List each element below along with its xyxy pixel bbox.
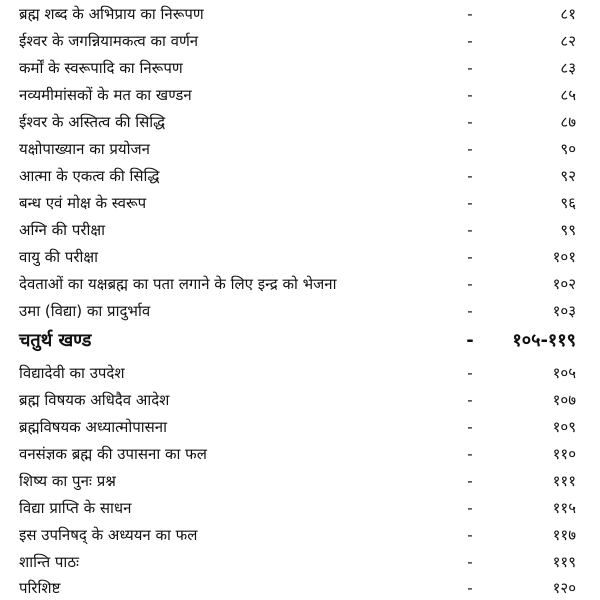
toc-row (0, 576, 600, 600)
toc-entry-page: ११५ (552, 499, 576, 517)
toc-entry-dash: - (467, 445, 473, 463)
toc-entry-page: ९० (560, 140, 576, 158)
toc-row (0, 56, 600, 80)
toc-row (0, 442, 600, 466)
toc-row (0, 299, 600, 323)
toc-entry-dash: - (467, 499, 473, 517)
toc-entry-dash: - (467, 248, 473, 266)
toc-entry-title: कर्मों के स्वरूपादि का निरूपण (19, 59, 183, 77)
toc-entry-title: ब्रह्म विषयक अधिदैव आदेश (19, 391, 170, 409)
toc-row (0, 110, 600, 134)
toc-entry-title: यक्षोपाख्यान का प्रयोजन (19, 140, 150, 158)
toc-entry-dash: - (467, 391, 473, 409)
toc-entry-dash: - (467, 275, 473, 293)
toc-row (0, 388, 600, 412)
toc-entry-title: विद्या प्राप्ति के साधन (19, 499, 132, 517)
toc-entry-page: ८२ (560, 32, 576, 50)
toc-entry-page: ९६ (560, 194, 576, 212)
toc-row (0, 83, 600, 107)
toc-entry-title: उमा (विद्या) का प्रादुर्भाव (19, 302, 151, 320)
toc-entry-title: ब्रह्मविषयक अध्यात्मोपासना (19, 418, 167, 436)
toc-entry-title: वनसंज्ञक ब्रह्म की उपासना का फल (19, 445, 207, 463)
toc-entry-dash: - (467, 418, 473, 436)
toc-entry-page: १०९ (552, 418, 576, 436)
toc-entry-title: बन्ध एवं मोक्ष के स्वरूप (19, 194, 147, 212)
toc-entry-page: १०३ (552, 302, 576, 320)
toc-row (0, 415, 600, 439)
toc-entry-dash: - (467, 302, 473, 320)
toc-entry-page: ११० (552, 445, 576, 463)
toc-entry-title: विद्यादेवी का उपदेश (19, 364, 125, 382)
toc-entry-page: १०१ (552, 248, 576, 266)
section-page-range: १०५-११९ (512, 330, 576, 351)
toc-entry-dash: - (467, 113, 473, 131)
toc-entry-page: ९२ (560, 167, 576, 185)
toc-entry-title: शान्ति पाठः (19, 553, 80, 571)
toc-entry-title: ब्रह्म शब्द के अभिप्राय का निरूपण (19, 5, 204, 23)
toc-entry-dash: - (467, 140, 473, 158)
toc-row (0, 361, 600, 385)
toc-entry-dash: - (467, 526, 473, 544)
toc-entry-dash: - (467, 32, 473, 50)
toc-entry-dash: - (467, 221, 473, 239)
toc-row (0, 191, 600, 215)
toc-entry-title: वायु की परीक्षा (19, 248, 99, 266)
toc-entry-dash: - (467, 86, 473, 104)
toc-entry-title: अग्नि की परीक्षा (19, 221, 106, 239)
toc-entry-page: ११९ (552, 553, 576, 571)
toc-entry-title: ईश्वर के अस्तित्व की सिद्धि (19, 113, 166, 131)
toc-row (0, 496, 600, 520)
toc-row (0, 29, 600, 53)
toc-entry-page: ११७ (552, 526, 576, 544)
toc-entry-dash: - (467, 5, 473, 23)
toc-entry-page: १२० (552, 579, 576, 597)
toc-entry-page: १११ (552, 472, 576, 490)
toc-entry-title: देवताओं का यक्षब्रह्म का पता लगाने के लिए इन्द्र को भेजना (19, 275, 337, 293)
toc-entry-title: ईश्वर के जगन्नियामकत्व का वर्णन (19, 32, 199, 50)
toc-entry-page: १०२ (552, 275, 576, 293)
toc-row (0, 469, 600, 493)
toc-entry-dash: - (467, 579, 473, 597)
toc-row (0, 218, 600, 242)
toc-entry-title: आत्मा के एकत्व की सिद्धि (19, 167, 160, 185)
toc-entry-dash: - (467, 167, 473, 185)
toc-entry-dash: - (466, 330, 474, 351)
section-heading-title: चतुर्थ खण्ड (19, 330, 92, 351)
toc-row (0, 164, 600, 188)
toc-entry-title: इस उपनिषद् के अध्ययन का फल (19, 526, 198, 544)
section-heading-row (0, 329, 600, 353)
toc-row (0, 523, 600, 547)
toc-entry-dash: - (467, 59, 473, 77)
toc-entry-title: नव्यमीमांसकों के मत का खण्डन (19, 86, 192, 104)
toc-row (0, 245, 600, 269)
toc-entry-page: ८३ (560, 59, 576, 77)
toc-entry-page: ८५ (560, 86, 576, 104)
toc-entry-page: १०५ (552, 364, 576, 382)
toc-entry-page: ८१ (560, 5, 576, 23)
toc-row (0, 550, 600, 574)
toc-entry-dash: - (467, 472, 473, 490)
toc-row (0, 137, 600, 161)
toc-entry-title: शिष्य का पुनः प्रश्न (19, 472, 116, 490)
toc-entry-dash: - (467, 364, 473, 382)
toc-entry-page: १०७ (552, 391, 576, 409)
toc-entry-page: ८७ (560, 113, 576, 131)
toc-entry-dash: - (467, 194, 473, 212)
toc-row (0, 272, 600, 296)
toc-row (0, 2, 600, 26)
toc-entry-dash: - (467, 553, 473, 571)
toc-entry-page: ९९ (560, 221, 576, 239)
toc-entry-title: परिशिष्ट (19, 579, 61, 597)
